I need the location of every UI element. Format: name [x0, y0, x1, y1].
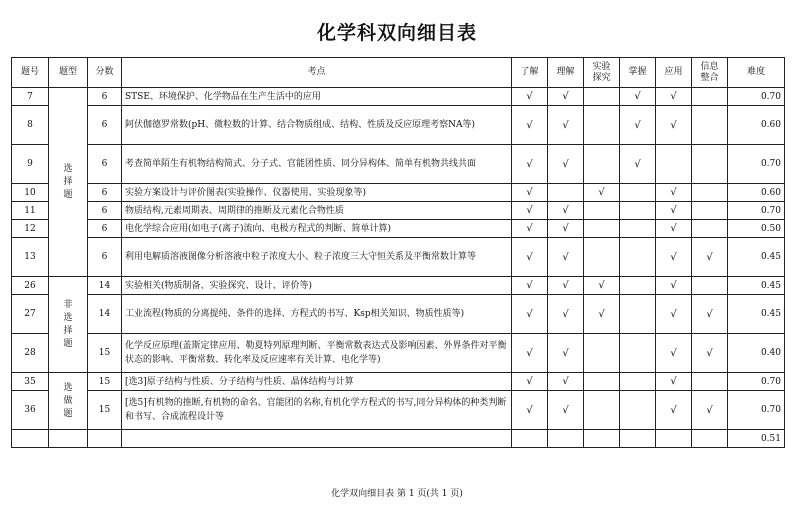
check-mark-icon: √	[692, 295, 728, 334]
check-cell	[584, 106, 620, 145]
difficulty: 0.40	[728, 334, 785, 373]
check-mark-icon: √	[512, 220, 548, 238]
exam-point: 考查简单陌生有机物结构简式、分子式、官能团性质、同分异构体、简单有机物共线共面	[122, 145, 512, 184]
check-mark-icon: √	[548, 391, 584, 430]
question-number: 12	[12, 220, 49, 238]
check-mark-icon: √	[656, 202, 692, 220]
table-row	[12, 220, 785, 238]
header-row	[12, 58, 785, 88]
check-mark-icon: √	[512, 277, 548, 295]
check-mark-icon: √	[620, 145, 656, 184]
check-mark-icon: √	[584, 184, 620, 202]
question-number: 26	[12, 277, 49, 295]
check-cell	[620, 184, 656, 202]
check-mark-icon: √	[548, 295, 584, 334]
check-cell	[692, 220, 728, 238]
check-mark-icon: √	[692, 391, 728, 430]
total-row	[12, 430, 785, 448]
question-number: 36	[12, 391, 49, 430]
check-mark-icon: √	[548, 106, 584, 145]
empty-cell	[49, 430, 88, 448]
score: 6	[88, 202, 122, 220]
check-cell	[692, 202, 728, 220]
exam-point: [选5]有机物的推断,有机物的命名、官能团的名称,有机化学方程式的书写,同分异构体的种类判断和书写、合成流程设计等	[122, 391, 512, 430]
score: 15	[88, 391, 122, 430]
exam-point: 实验相关(物质制备、实验探究、设计、评价等)	[122, 277, 512, 295]
header-master: 掌握	[620, 58, 656, 88]
check-cell	[692, 184, 728, 202]
check-mark-icon: √	[620, 106, 656, 145]
difficulty: 0.70	[728, 391, 785, 430]
empty-cell	[12, 430, 49, 448]
difficulty: 0.45	[728, 277, 785, 295]
check-mark-icon: √	[512, 295, 548, 334]
check-cell	[692, 88, 728, 106]
check-mark-icon: √	[512, 391, 548, 430]
difficulty: 0.60	[728, 184, 785, 202]
check-mark-icon: √	[548, 220, 584, 238]
check-cell	[620, 295, 656, 334]
empty-cell	[88, 430, 122, 448]
score: 14	[88, 295, 122, 334]
table-row	[12, 277, 785, 295]
check-cell	[584, 145, 620, 184]
score: 6	[88, 220, 122, 238]
check-cell	[692, 145, 728, 184]
score: 6	[88, 238, 122, 277]
check-mark-icon: √	[656, 295, 692, 334]
table-row	[12, 295, 785, 334]
check-mark-icon: √	[548, 373, 584, 391]
table-row	[12, 238, 785, 277]
header-point: 考点	[122, 58, 512, 88]
check-mark-icon: √	[656, 106, 692, 145]
check-mark-icon: √	[512, 106, 548, 145]
total-difficulty: 0.51	[728, 430, 785, 448]
check-mark-icon: √	[548, 277, 584, 295]
difficulty: 0.70	[728, 88, 785, 106]
header-type: 题型	[49, 58, 88, 88]
check-mark-icon: √	[656, 184, 692, 202]
check-cell	[584, 220, 620, 238]
check-mark-icon: √	[512, 373, 548, 391]
check-mark-icon: √	[656, 88, 692, 106]
question-number: 10	[12, 184, 49, 202]
check-cell	[584, 202, 620, 220]
empty-cell	[692, 430, 728, 448]
check-cell	[584, 88, 620, 106]
exam-point: 实验方案设计与评价图表(实验操作、仪器使用、实验现象等)	[122, 184, 512, 202]
score: 6	[88, 106, 122, 145]
check-cell	[620, 391, 656, 430]
check-mark-icon: √	[512, 145, 548, 184]
page-title: 化学科双向细目表	[316, 22, 477, 44]
question-number: 35	[12, 373, 49, 391]
table-row	[12, 334, 785, 373]
question-number: 28	[12, 334, 49, 373]
check-cell	[692, 373, 728, 391]
difficulty: 0.70	[728, 145, 785, 184]
exam-point: 工业流程(物质的分离提纯、条件的选择、方程式的书写、Ksp相关知识、物质性质等)	[122, 295, 512, 334]
check-mark-icon: √	[692, 238, 728, 277]
detail-table	[11, 57, 785, 448]
difficulty: 0.50	[728, 220, 785, 238]
check-mark-icon: √	[656, 220, 692, 238]
header-understand: 了解	[512, 58, 548, 88]
difficulty: 0.70	[728, 202, 785, 220]
check-cell	[548, 184, 584, 202]
difficulty: 0.45	[728, 295, 785, 334]
score: 15	[88, 373, 122, 391]
check-mark-icon: √	[512, 202, 548, 220]
check-cell	[620, 373, 656, 391]
check-cell	[584, 334, 620, 373]
header-comprehend: 理解	[548, 58, 584, 88]
exam-point: 利用电解质溶液图像分析溶液中粒子浓度大小、粒子浓度三大守恒关系及平衡常数计算等	[122, 238, 512, 277]
check-mark-icon: √	[656, 238, 692, 277]
check-cell	[620, 202, 656, 220]
check-cell	[692, 106, 728, 145]
check-cell	[620, 334, 656, 373]
check-cell	[584, 238, 620, 277]
table-row	[12, 88, 785, 106]
header-info: 信息 整合	[692, 58, 728, 88]
check-mark-icon: √	[656, 277, 692, 295]
empty-cell	[122, 430, 512, 448]
question-type-g3: 选 做 题	[49, 373, 88, 430]
check-mark-icon: √	[548, 88, 584, 106]
header-experiment: 实验 探究	[584, 58, 620, 88]
header-apply: 应用	[656, 58, 692, 88]
score: 6	[88, 184, 122, 202]
exam-point: STSE、环境保护、化学物品在生产生活中的应用	[122, 88, 512, 106]
table-row	[12, 391, 785, 430]
header-difficulty: 难度	[728, 58, 785, 88]
empty-cell	[548, 430, 584, 448]
check-mark-icon: √	[512, 88, 548, 106]
exam-point: 阿伏伽德罗常数(pH、微粒数的计算、结合物质组成、结构、性质及反应原理考察NA等)	[122, 106, 512, 145]
question-number: 13	[12, 238, 49, 277]
check-mark-icon: √	[512, 238, 548, 277]
score: 15	[88, 334, 122, 373]
check-mark-icon: √	[512, 334, 548, 373]
check-cell	[584, 373, 620, 391]
check-mark-icon: √	[620, 88, 656, 106]
question-number: 9	[12, 145, 49, 184]
empty-cell	[620, 430, 656, 448]
check-mark-icon: √	[656, 334, 692, 373]
exam-point: 化学反应原理(盖斯定律应用、勒夏特列原理判断、平衡常数表达式及影响因素、外界条件对平衡状态的影响、平衡常数、转化率及反应速率有关计算、电化学等)	[122, 334, 512, 373]
check-mark-icon: √	[512, 184, 548, 202]
exam-point: 物质结构,元素周期表、周期律的推断及元素化合物性质	[122, 202, 512, 220]
question-number: 7	[12, 88, 49, 106]
check-mark-icon: √	[548, 238, 584, 277]
score: 6	[88, 145, 122, 184]
exam-point: [选3]原子结构与性质、分子结构与性质、晶体结构与计算	[122, 373, 512, 391]
table-row	[12, 106, 785, 145]
difficulty: 0.60	[728, 106, 785, 145]
check-mark-icon: √	[584, 295, 620, 334]
check-mark-icon: √	[656, 373, 692, 391]
score: 14	[88, 277, 122, 295]
check-mark-icon: √	[656, 391, 692, 430]
check-cell	[620, 277, 656, 295]
table-row	[12, 373, 785, 391]
empty-cell	[584, 430, 620, 448]
score: 6	[88, 88, 122, 106]
check-cell	[692, 277, 728, 295]
check-mark-icon: √	[548, 145, 584, 184]
check-mark-icon: √	[584, 277, 620, 295]
check-mark-icon: √	[548, 202, 584, 220]
check-cell	[620, 238, 656, 277]
difficulty: 0.70	[728, 373, 785, 391]
check-cell	[620, 220, 656, 238]
table-row	[12, 145, 785, 184]
exam-point: 电化学综合应用(如电子(离子)流向、电极方程式的判断、简单计算)	[122, 220, 512, 238]
question-type-g1: 选 择 题	[49, 88, 88, 277]
empty-cell	[512, 430, 548, 448]
check-cell	[584, 391, 620, 430]
check-mark-icon: √	[692, 334, 728, 373]
check-mark-icon: √	[548, 334, 584, 373]
difficulty: 0.45	[728, 238, 785, 277]
question-number: 27	[12, 295, 49, 334]
header-num: 题号	[12, 58, 49, 88]
question-number: 11	[12, 202, 49, 220]
table-row	[12, 184, 785, 202]
question-type-g2: 非 选 择 题	[49, 277, 88, 373]
check-cell	[656, 145, 692, 184]
page-footer: 化学双向细目表 第 1 页(共 1 页)	[331, 489, 463, 499]
table-row	[12, 202, 785, 220]
question-number: 8	[12, 106, 49, 145]
empty-cell	[656, 430, 692, 448]
header-score: 分数	[88, 58, 122, 88]
